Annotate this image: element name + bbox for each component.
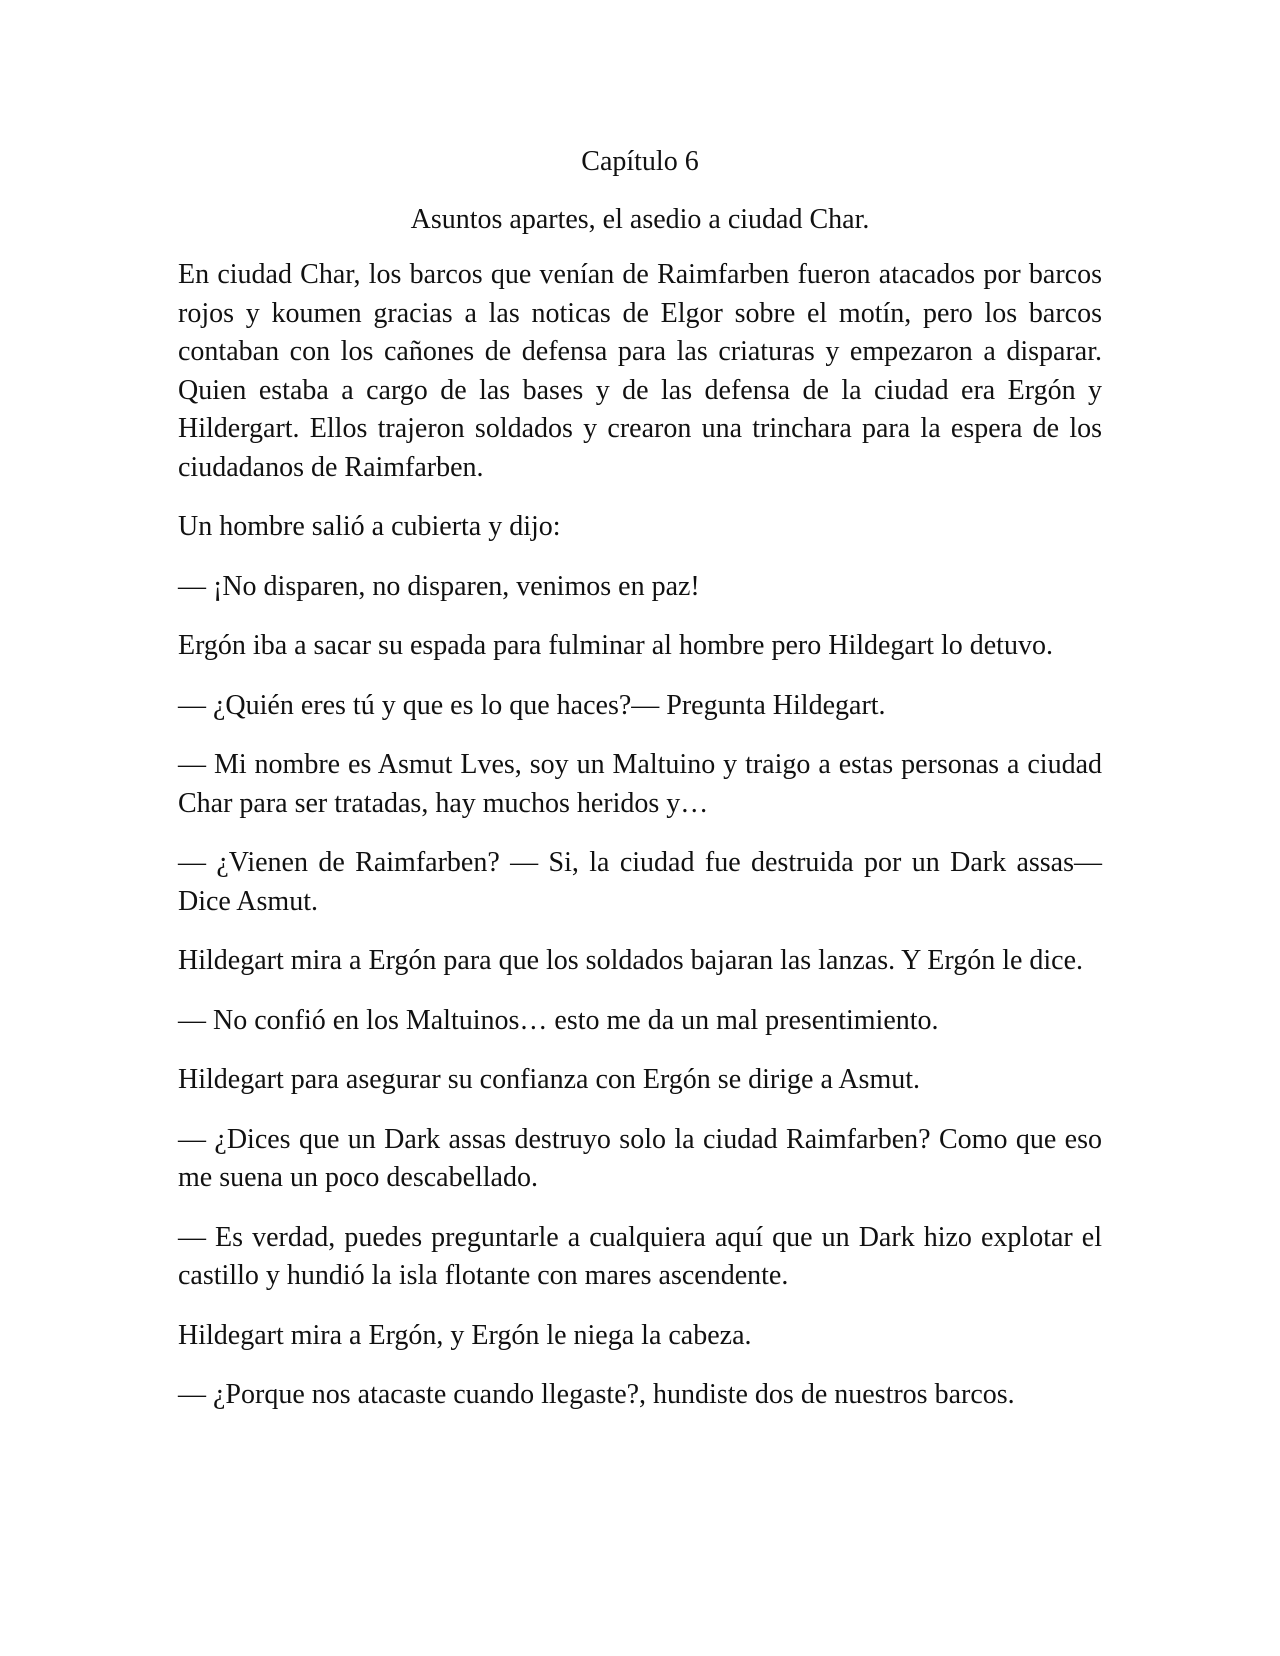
paragraph: Hildegart para asegurar su confianza con Ergón se dirige a Asmut. bbox=[178, 1064, 920, 1095]
dialogue-line: — ¿Quién eres tú y que es lo que haces?— Pregunta Hildegart. bbox=[178, 689, 886, 721]
dialogue-line: — Es verdad, puedes preguntarle a cualquiera aquí que un Dark hizo explotar el castillo y hundió la isla flotante con mares ascendente. bbox=[178, 1221, 1102, 1291]
dialogue-line: — ¿Dices que un Dark assas destruyo solo la ciudad Raimfarben? Como que eso me suena un poco descabellado. bbox=[178, 1123, 1102, 1193]
chapter-title: Capítulo 6 bbox=[581, 146, 699, 177]
dialogue-line: — ¿Vienen de Raimfarben? — Si, la ciudad fue destruida por un Dark assas— Dice Asmut. bbox=[178, 847, 1102, 917]
dialogue-line: — No confió en los Maltuinos… esto me da un mal presentimiento. bbox=[178, 1004, 939, 1036]
document-body bbox=[178, 142, 1102, 1436]
paragraph: Hildegart mira a Ergón para que los soldados bajaran las lanzas. Y Ergón le dice. bbox=[178, 945, 1084, 976]
dialogue-line: — ¿Porque nos atacaste cuando llegaste?, hundiste dos de nuestros barcos. bbox=[178, 1379, 1015, 1410]
dialogue-line: — ¡No disparen, no disparen, venimos en paz! bbox=[178, 570, 700, 602]
paragraph: Hildegart mira a Ergón, y Ergón le niega la cabeza. bbox=[178, 1319, 752, 1351]
chapter-subtitle: Asuntos apartes, el asedio a ciudad Char. bbox=[410, 204, 870, 235]
dialogue-line: — Mi nombre es Asmut Lves, soy un Maltuino y traigo a estas personas a ciudad Char para ser tratadas, hay muchos heridos y… bbox=[178, 749, 1102, 819]
paragraph: Ergón iba a sacar su espada para fulminar al hombre pero Hildegart lo detuvo. bbox=[178, 630, 1053, 661]
paragraph: Un hombre salió a cubierta y dijo: bbox=[178, 511, 561, 542]
paragraph: En ciudad Char, los barcos que venían de Raimfarben fueron atacados por barcos rojos y koumen gracias a las noticas de Elgor sobre el motín, pero los barcos contaban con los cañones de defensa para las criaturas y empezaron a disparar. Quien estaba a cargo de las bases y de las defensa de la ciudad era Ergón y Hildergart. Ellos trajeron soldados y crearon una trinchara para la espera de los ciudadanos de Raimfarben. bbox=[178, 259, 1102, 483]
